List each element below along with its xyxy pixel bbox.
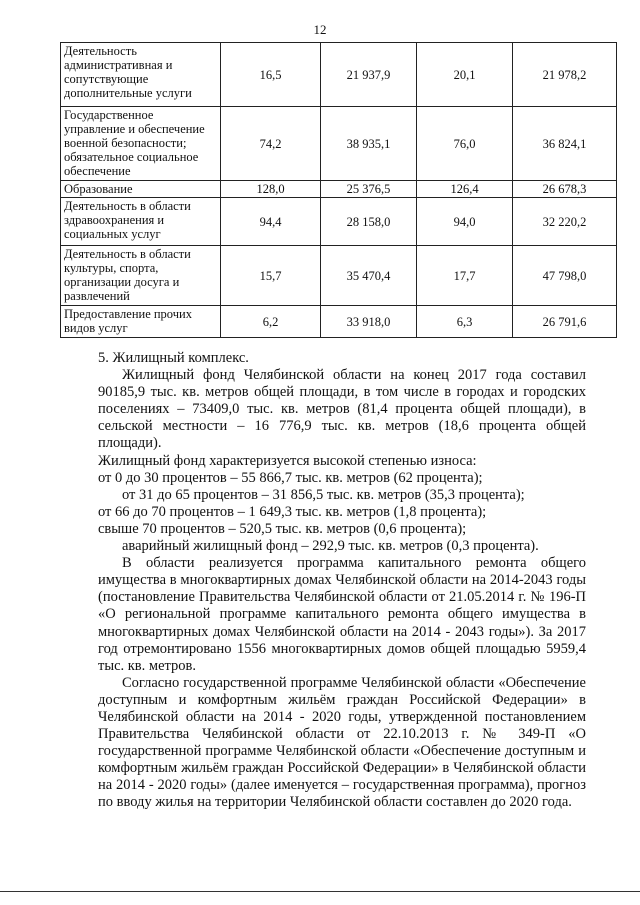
paragraph: Жилищный фонд Челябинской области на конец 2017 года составил 90185,9 тыс. кв. метров общей площади, в том числе в городах и городских поселениях – 73409,0 тыс. кв. метров (81,4 процента общей площади), в сельской местности – 16 776,9 тыс. кв. метров (18,6 процента общей площади). (98, 367, 586, 452)
table-row (61, 181, 617, 198)
table-row (61, 198, 617, 246)
table-row (61, 107, 617, 181)
cell-value: 94,4 (221, 198, 321, 246)
list-item: от 0 до 30 процентов – 55 866,7 тыс. кв. метров (62 процента); (98, 469, 483, 486)
cell-value: 6,3 (417, 306, 513, 338)
page-number: 12 (313, 22, 327, 37)
paragraph: Жилищный фонд характеризуется высокой степенью износа: (98, 452, 477, 469)
cell-value: 74,2 (221, 107, 321, 181)
cell-value: 38 935,1 (321, 107, 417, 181)
cell-value: 21 937,9 (321, 43, 417, 107)
cell-value: 15,7 (221, 246, 321, 306)
cell-value: 33 918,0 (321, 306, 417, 338)
table-row (61, 246, 617, 306)
activity-label: Образование (61, 181, 221, 198)
cell-value: 26 791,6 (513, 306, 617, 338)
list-item: свыше 70 процентов – 520,5 тыс. кв. метров (0,6 процента); (98, 520, 467, 537)
cell-value: 20,1 (417, 43, 513, 107)
page-bottom-rule (0, 891, 640, 892)
paragraph: Согласно государственной программе Челябинской области «Обеспечение доступным и комфортным жильём граждан Российской Федерации» в Челябинской области на 2014 - 2020 годы, утвержденной постановлением Правительства Челябинской области от 22.10.2013 г. № 349-П «О государственной программе Челябинской области «Обеспечение доступным и комфортным жильём граждан Российской Федерации» в Челябинской области на 2014 - 2020 годы» (далее именуется – государственная программа), прогноз по вводу жилья на территории Челябинской области составлен до 2020 года. (98, 674, 586, 811)
list-item: от 31 до 65 процентов – 31 856,5 тыс. кв. метров (35,3 процента); (122, 486, 525, 503)
list-item: аварийный жилищный фонд – 292,9 тыс. кв. метров (0,3 процента). (122, 538, 539, 555)
cell-value: 25 376,5 (321, 181, 417, 198)
cell-value: 21 978,2 (513, 43, 617, 107)
table-row (61, 43, 617, 107)
activity-label: Деятельность административная и сопутствующие дополнительные услуги (61, 43, 221, 107)
economic-activity-table (60, 42, 617, 338)
cell-value: 36 824,1 (513, 107, 617, 181)
section-heading: 5. Жилищный комплекс. (98, 350, 249, 366)
paragraph: В области реализуется программа капитального ремонта общего имущества в многоквартирных домах Челябинской области на 2014-2043 годы (постановление Правительства Челябинской области от 21.05.2014 г. № 196-П «О региональной программе капитального ремонта общего имущества в многоквартирных домах Челябинской области на 2014 - 2043 годы»). За 2017 год отремонтировано 1556 многоквартирных домов общей площадью 5959,4 тыс. кв. метров. (98, 555, 586, 674)
activity-label: Деятельность в области здравоохранения и социальных услуг (61, 198, 221, 246)
cell-value: 47 798,0 (513, 246, 617, 306)
housing-section (98, 350, 586, 812)
cell-value: 35 470,4 (321, 246, 417, 306)
cell-value: 32 220,2 (513, 198, 617, 246)
activity-label: Предоставление прочих видов услуг (61, 306, 221, 338)
cell-value: 16,5 (221, 43, 321, 107)
table-row (61, 306, 617, 338)
cell-value: 128,0 (221, 181, 321, 198)
activity-label: Государственное управление и обеспечение военной безопасности; обязательное социальное обеспечение (61, 107, 221, 181)
cell-value: 76,0 (417, 107, 513, 181)
cell-value: 6,2 (221, 306, 321, 338)
cell-value: 17,7 (417, 246, 513, 306)
cell-value: 28 158,0 (321, 198, 417, 246)
cell-value: 94,0 (417, 198, 513, 246)
list-item: от 66 до 70 процентов – 1 649,3 тыс. кв. метров (1,8 процента); (98, 503, 487, 520)
cell-value: 26 678,3 (513, 181, 617, 198)
activity-label: Деятельность в области культуры, спорта, организации досуга и развлечений (61, 246, 221, 306)
cell-value: 126,4 (417, 181, 513, 198)
